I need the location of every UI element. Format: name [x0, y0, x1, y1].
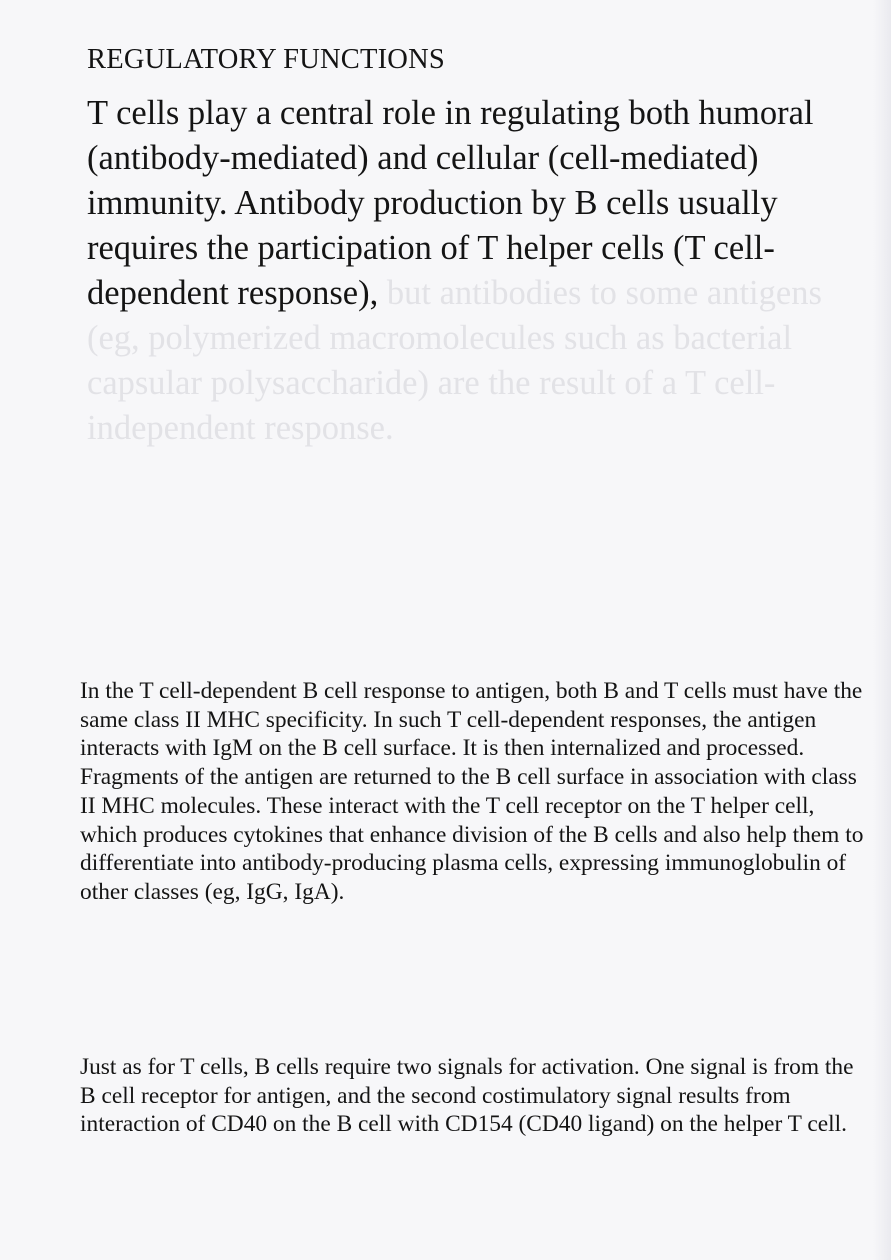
body-paragraph-1: In the T cell-dependent B cell response to antigen, both B and T cells must have the same class II MHC specificity. In such T cell-dependent responses, the antigen interacts with IgM on the B cell surface. It is then internalized and processed. Fragments of the antigen are returned to the B cell surface in association with class II MHC molecules. These interact with the T cell receptor on the T helper cell, which produces cytokines that enhance division of the B cells and also help them to differentiate into antibody-producing plasma cells, expressing immunoglobulin of other classes (eg, IgG, IgA).	[80, 678, 864, 905]
lead-paragraph	[87, 91, 877, 451]
lead-text: T cells play a central role in regulating both humoral (antibody-mediated) and cellular (cell-mediated) immunity. Antibody production by B cells usually requires the participation of T helper cells (T cell-dependent response),	[87, 94, 814, 312]
lead-faded-text: but antibodies to some antigens (eg, polymerized macromolecules such as bacterial capsular polysaccharide) are the result of a T cell-independent response.	[87, 274, 822, 447]
section-heading: REGULATORY FUNCTIONS	[87, 44, 445, 75]
body-paragraph-2: Just as for T cells, B cells require two signals for activation. One signal is from the B cell receptor for antigen, and the second costimulatory signal results from interaction of CD40 on the B cell with CD154 (CD40 ligand) on the helper T cell.	[80, 1054, 854, 1138]
